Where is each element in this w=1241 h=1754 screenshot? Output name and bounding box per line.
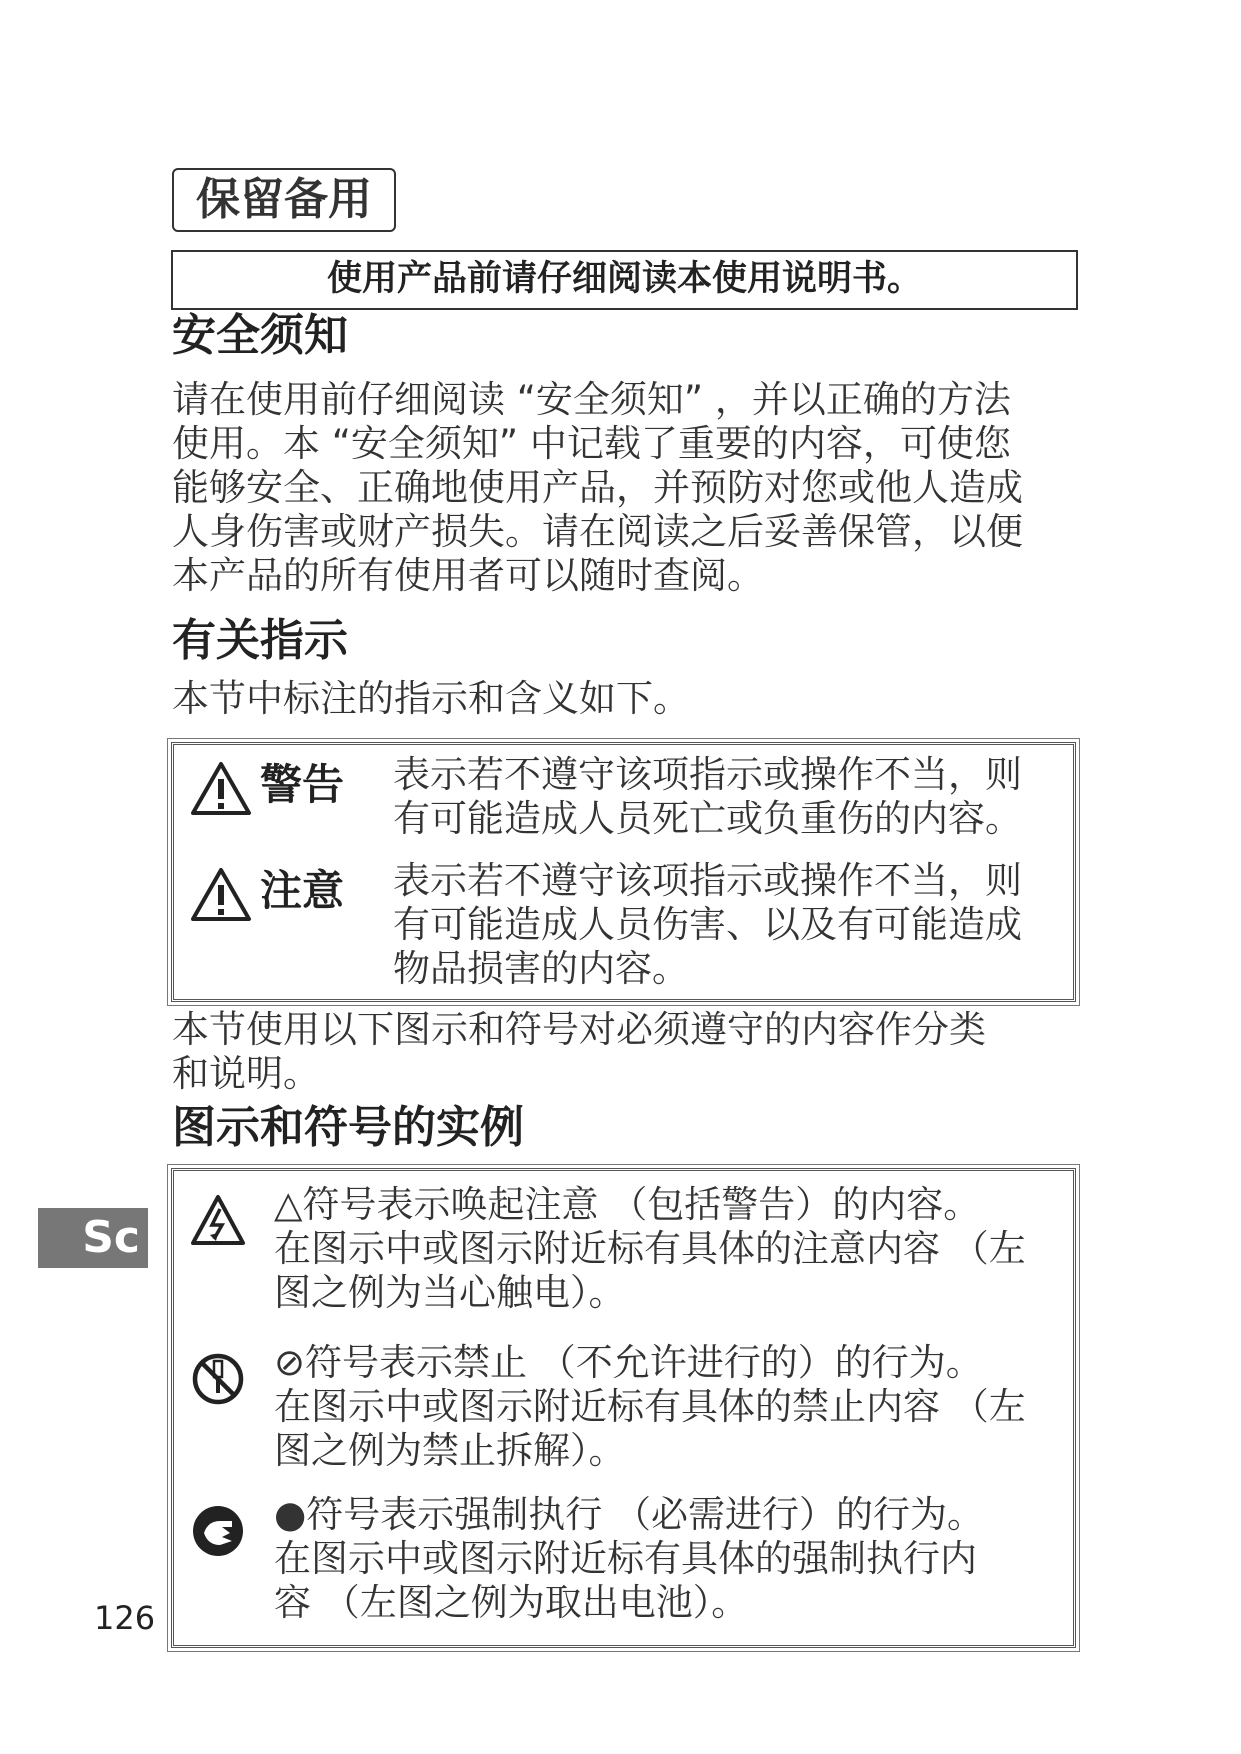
indicator-text: 表示若不遵守该项指示或操作不当，则 有可能造成人员死亡或负重伤的内容。 <box>393 753 1022 840</box>
no-disassembly-icon <box>190 1351 246 1407</box>
indicator-warning <box>190 753 1050 863</box>
electric-shock-caution-icon <box>190 1193 246 1249</box>
symbols-box <box>171 1168 1076 1648</box>
indication-intro: 本节中标注的指示和含义如下。 <box>172 677 690 720</box>
page-number: 126 <box>94 1599 156 1637</box>
symbol-text: ⊘符号表示禁止 （不允许进行的）的行为。 在图示中或图示附近标有具体的禁止内容 （左 图之例为禁止拆解）。 <box>274 1341 1026 1472</box>
indicator-label: 注意 <box>260 866 345 915</box>
symbols-title: 图示和符号的实例 <box>172 1102 524 1153</box>
symbols-intro: 本节使用以下图示和符号对必须遵守的内容作分类 和说明。 <box>172 1008 986 1095</box>
symbol-text: △符号表示唤起注意 （包括警告）的内容。 在图示中或图示附近标有具体的注意内容 （左 图之例为当心触电）。 <box>274 1183 1026 1314</box>
indicator-box <box>171 742 1076 1002</box>
indicator-text: 表示若不遵守该项指示或操作不当，则 有可能造成人员伤害、以及有可能造成 物品损害的内容。 <box>393 859 1022 990</box>
indicator-caution <box>190 859 1050 990</box>
indicator-label: 警告 <box>260 760 345 809</box>
warning-triangle-icon <box>190 761 252 817</box>
indication-title: 有关指示 <box>172 615 348 666</box>
remove-battery-icon <box>190 1503 246 1559</box>
safety-body: 请在使用前仔细阅读 “安全须知” ，并以正确的方法 使用。本 “安全须知” 中记载了重要的内容，可使您 能够安全、正确地使用产品，并预防对您或他人造成 人身伤害或财产损失。请在阅读之后妥善保管，以便 本产品的所有使用者可以随时查阅。 <box>172 378 1023 597</box>
language-tab: Sc <box>38 1208 148 1268</box>
symbol-text: ●符号表示强制执行 （必需进行）的行为。 在图示中或图示附近标有具体的强制执行内 容 （左图之例为取出电池）。 <box>274 1493 985 1624</box>
keep-for-reference-label: 保留备用 <box>172 168 396 232</box>
safety-title: 安全须知 <box>172 310 348 361</box>
warning-triangle-icon <box>190 867 252 923</box>
read-manual-banner: 使用产品前请仔细阅读本使用说明书。 <box>171 250 1078 310</box>
